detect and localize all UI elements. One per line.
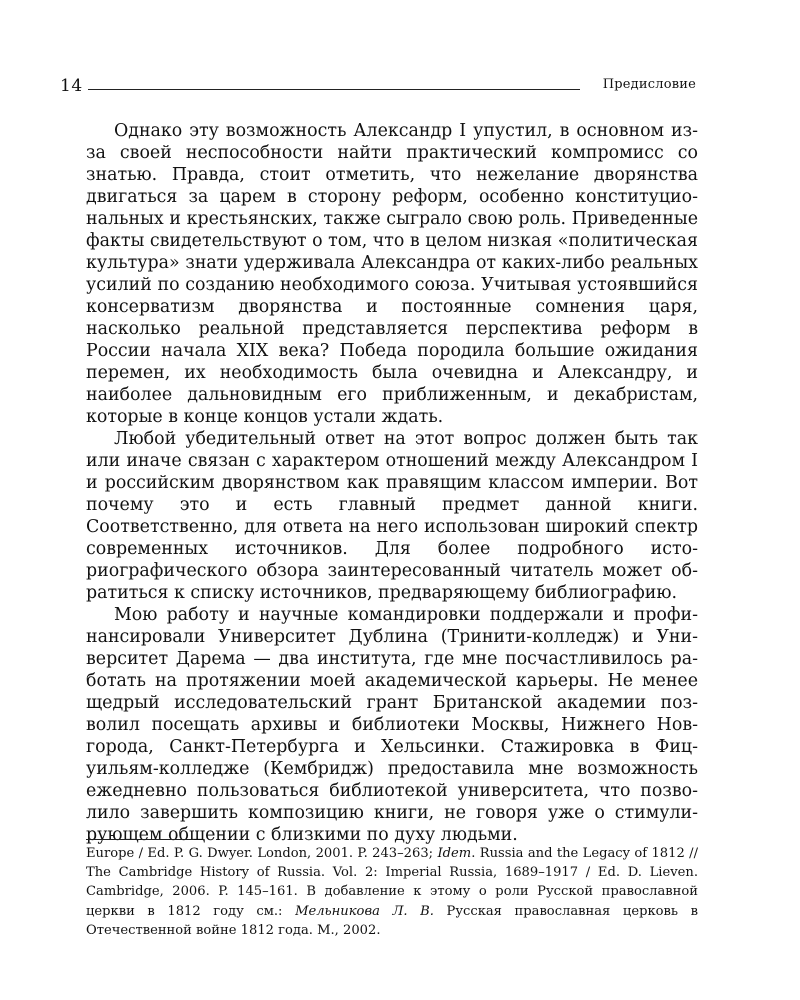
main-text bbox=[86, 120, 698, 846]
paragraph-3: Мою работу и научные командировки поддержали и профинансировали Университет Дублина (Тринити-колледж) и Университет Дарема — два института, где мне посчастливилось работать на протяжении моей академической карьеры. Не менее щедрый исследовательский грант Британской академии позволил посещать архивы и библиотеки Москвы, Нижнего Новгорода, Санкт-Петербурга и Хельсинки. Стажировка в Фицуильям-колледже (Кембридж) предоставила мне возможность ежедневно пользоваться библиотекой университета, что позволило завершить композицию книги, не говоря уже о стимулирующем общении с близкими по духу людьми. bbox=[86, 605, 698, 845]
page-number: 14 bbox=[60, 76, 83, 96]
running-head bbox=[60, 76, 696, 100]
footnote bbox=[86, 844, 698, 940]
footnote-text-3: Русская православная церковь в Отечественной войне 1812 года. М., 2002. bbox=[86, 903, 698, 938]
header-rule bbox=[88, 89, 580, 90]
footnote-text-2: . Russia and the Legacy of 1812 // The Cambridge History of Russia. Vol. 2: Imperial Russia, 1689–1917 / Ed. D. Lieven. Cambridge, 2006. P. 145–161. В добавление к этому о роли Русской православной церкви в 1812 году см.: bbox=[86, 846, 698, 919]
footnote-rule bbox=[86, 839, 194, 840]
footnote-author: Мельникова Л. В. bbox=[295, 903, 434, 919]
paragraph-1: Однако эту возможность Александр I упустил, в основном из-за своей неспособности найти практический компромисс со знатью. Правда, стоит отметить, что нежелание дворянства двигаться за царем в сторону реформ, особенно конституциональных и крестьянских, также сыграло свою роль. Приведенные факты свидетельствуют о том, что в целом низкая «политическая культура» знати удерживала Александра от каких-либо реальных усилий по созданию необходимого союза. Учитывая устоявшийся консерватизм дворянства и постоянные сомнения царя, насколько реальной представляется перспектива реформ в России начала XIX века? Победа породила большие ожидания перемен, их необходимость была очевидна и Александру, и наиболее дальновидным его приближенным, и декабристам, которые в конце концов устали ждать. bbox=[86, 121, 698, 427]
footnote-text-1: Europe / Ed. P. G. Dwyer. London, 2001. P. 243–263; bbox=[86, 846, 438, 861]
section-title: Предисловие bbox=[602, 77, 696, 92]
footnote-idem: Idem bbox=[437, 846, 472, 861]
paragraph-2: Любой убедительный ответ на этот вопрос должен быть так или иначе связан с характером отношений между Александром I и российским дворянством как правящим классом империи. Вот почему это и есть главный предмет данной книги. Соответственно, для ответа на него использован широкий спектр современных источников. Для более подробного историографического обзора заинтересованный читатель может обратиться к списку источников, предваряющему библиографию. bbox=[86, 429, 698, 603]
